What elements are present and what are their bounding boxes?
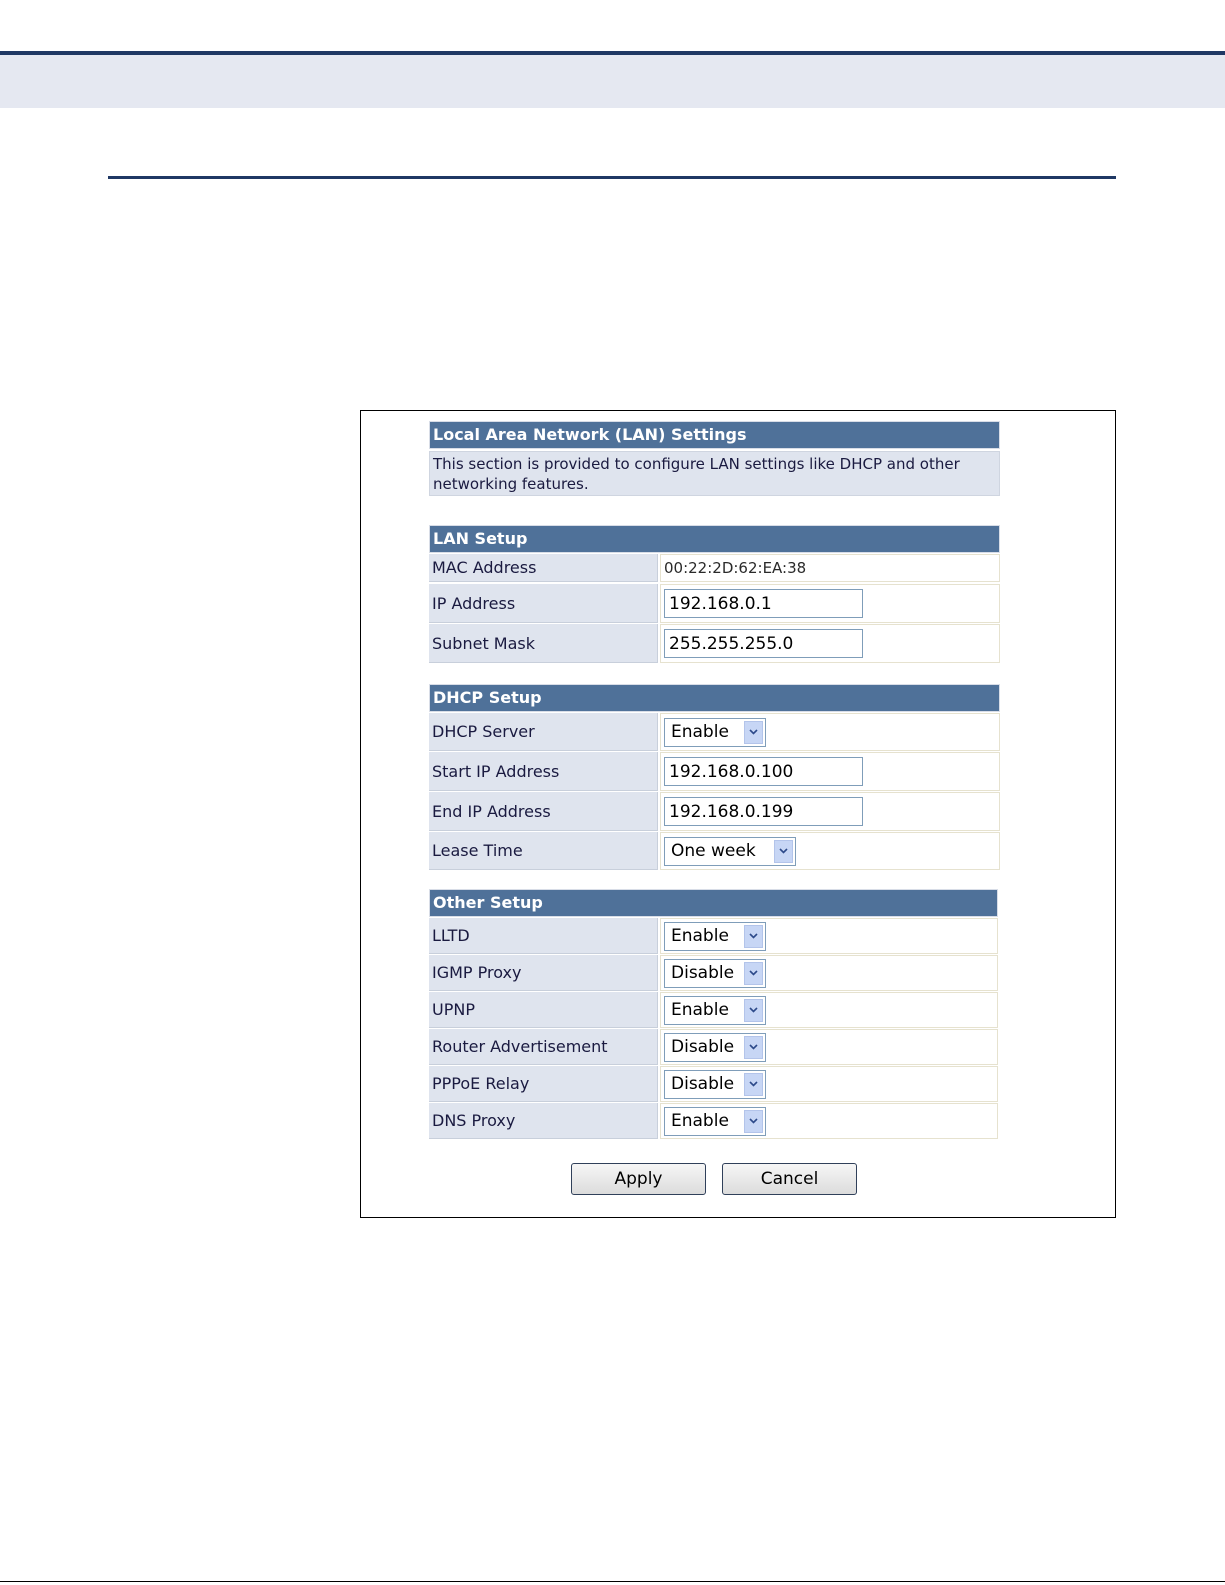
igmp-proxy-selected: Disable [671, 963, 735, 983]
chevron-down-icon[interactable] [744, 1036, 763, 1059]
router-advertisement-selected: Disable [671, 1037, 735, 1057]
upnp-select[interactable] [664, 996, 766, 1025]
start-ip-cell [660, 752, 1000, 791]
dhcp-server-row [429, 713, 1000, 751]
end-ip-label: End IP Address [429, 792, 658, 831]
bottom-rule [0, 1581, 1225, 1582]
ip-address-cell [660, 584, 1000, 623]
cancel-button[interactable]: Cancel [722, 1163, 857, 1195]
ip-address-label: IP Address [429, 584, 658, 623]
lltd-row [429, 918, 998, 954]
lltd-label: LLTD [429, 918, 658, 954]
end-ip-cell [660, 792, 1000, 831]
subnet-mask-row [429, 624, 1000, 663]
end-ip-row [429, 792, 1000, 831]
other-setup-header: Other Setup [429, 889, 998, 917]
start-ip-input[interactable] [664, 757, 863, 786]
lease-time-row [429, 832, 1000, 870]
pppoe-relay-selected: Disable [671, 1074, 735, 1094]
panel-description: This section is provided to configure LAN settings like DHCP and other networking features. [429, 451, 1000, 496]
page-header-band [0, 55, 1225, 108]
dhcp-server-cell [660, 713, 1000, 751]
dns-proxy-row [429, 1103, 998, 1139]
dns-proxy-selected: Enable [671, 1111, 729, 1131]
pppoe-relay-cell [660, 1066, 998, 1102]
screenshot-frame [360, 410, 1116, 1218]
lltd-selected: Enable [671, 926, 729, 946]
mac-address-value: 00:22:2D:62:EA:38 [660, 554, 1000, 582]
dhcp-server-label: DHCP Server [429, 713, 658, 751]
chevron-down-icon[interactable] [744, 962, 763, 985]
upnp-selected: Enable [671, 1000, 729, 1020]
dns-proxy-select[interactable] [664, 1107, 766, 1136]
chevron-down-icon[interactable] [744, 1073, 763, 1096]
subnet-mask-cell [660, 624, 1000, 663]
lease-time-cell [660, 832, 1000, 870]
section-rule [108, 176, 1116, 179]
router-advertisement-label: Router Advertisement [429, 1029, 658, 1065]
end-ip-input[interactable] [664, 797, 863, 826]
chevron-down-icon[interactable] [744, 721, 763, 744]
upnp-label: UPNP [429, 992, 658, 1028]
chevron-down-icon[interactable] [744, 925, 763, 948]
lease-time-label: Lease Time [429, 832, 658, 870]
router-advertisement-row [429, 1029, 998, 1065]
pppoe-relay-select[interactable] [664, 1070, 766, 1099]
dns-proxy-cell [660, 1103, 998, 1139]
igmp-proxy-select[interactable] [664, 959, 766, 988]
lltd-cell [660, 918, 998, 954]
dhcp-setup-header: DHCP Setup [429, 684, 1000, 712]
mac-address-label: MAC Address [429, 554, 658, 582]
lltd-select[interactable] [664, 922, 766, 951]
mac-address-row [429, 554, 1000, 582]
subnet-mask-input[interactable] [664, 629, 863, 658]
panel-title: Local Area Network (LAN) Settings [429, 421, 1000, 449]
igmp-proxy-cell [660, 955, 998, 991]
chevron-down-icon[interactable] [744, 999, 763, 1022]
subnet-mask-label: Subnet Mask [429, 624, 658, 663]
igmp-proxy-row [429, 955, 998, 991]
start-ip-row [429, 752, 1000, 791]
dhcp-server-select[interactable] [664, 718, 766, 747]
router-advertisement-cell [660, 1029, 998, 1065]
dhcp-server-selected: Enable [671, 722, 729, 742]
apply-button[interactable]: Apply [571, 1163, 706, 1195]
pppoe-relay-row [429, 1066, 998, 1102]
upnp-row [429, 992, 998, 1028]
dns-proxy-label: DNS Proxy [429, 1103, 658, 1139]
lease-time-select[interactable] [664, 837, 796, 866]
start-ip-label: Start IP Address [429, 752, 658, 791]
ip-address-row [429, 584, 1000, 623]
lan-setup-header: LAN Setup [429, 525, 1000, 553]
chevron-down-icon[interactable] [774, 840, 793, 863]
lease-time-selected: One week [671, 841, 756, 861]
upnp-cell [660, 992, 998, 1028]
ip-address-input[interactable] [664, 589, 863, 618]
pppoe-relay-label: PPPoE Relay [429, 1066, 658, 1102]
router-advertisement-select[interactable] [664, 1033, 766, 1062]
igmp-proxy-label: IGMP Proxy [429, 955, 658, 991]
chevron-down-icon[interactable] [744, 1110, 763, 1133]
